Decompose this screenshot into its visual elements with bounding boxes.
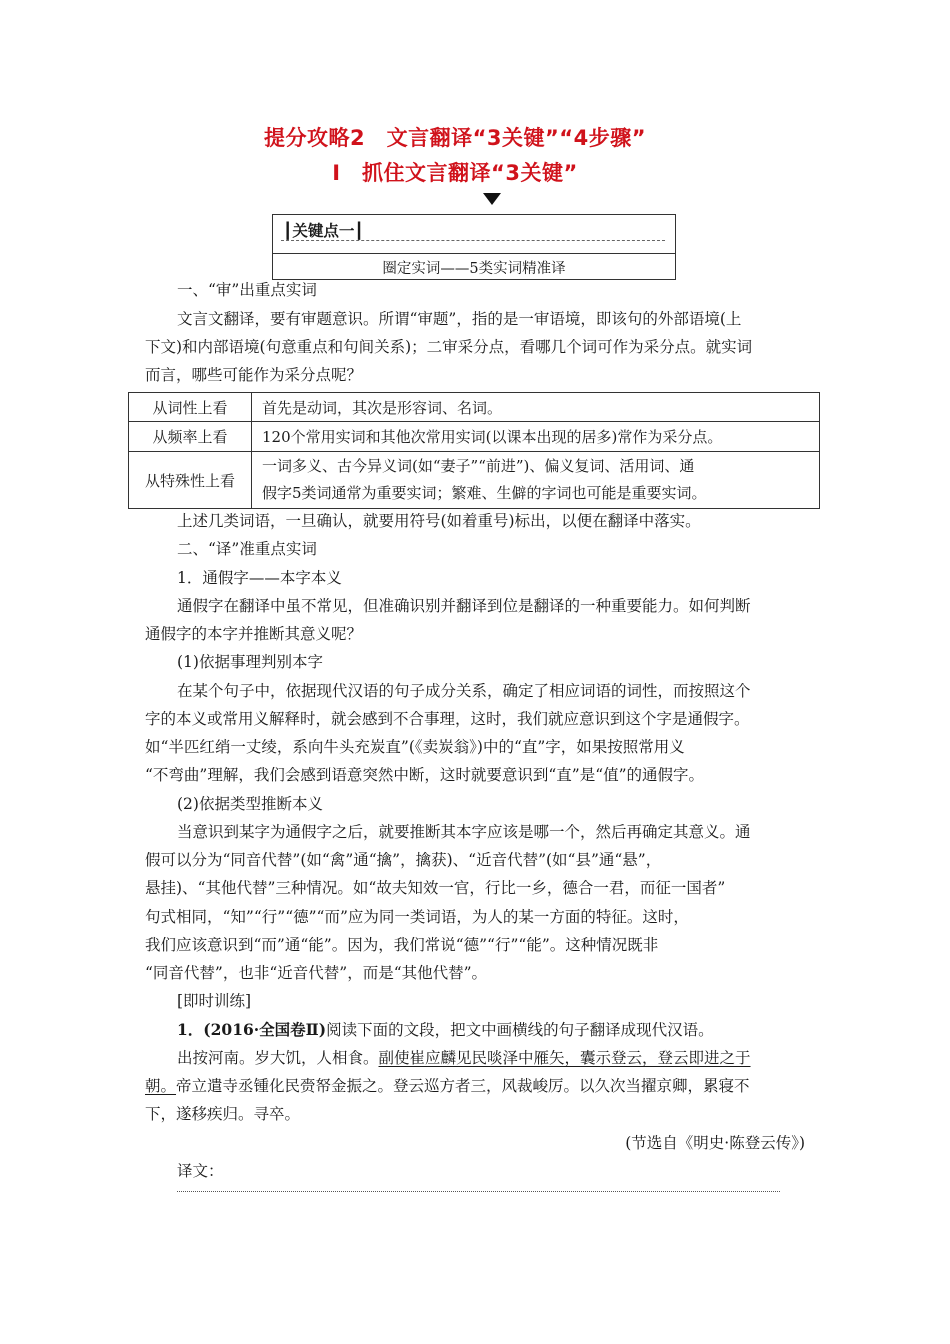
paragraph-line: 字的本义或常用义解释时，就会感到不合事理，这时，我们就应意识到这个字是通假字。	[145, 710, 750, 728]
passage-source: (节选自《明史·陈登云传》)	[625, 1134, 805, 1152]
row-header: 从频率上看	[129, 422, 252, 452]
table-cell	[252, 452, 820, 509]
answer-line[interactable]	[177, 1191, 780, 1192]
passage-text: 帝立遣寺丞锺化民赍帑金振之。登云巡方者三，风裁峻厉。以久次当擢京卿，累寝不	[176, 1077, 750, 1095]
passage-line: 下，遂移疾归。寻卒。	[145, 1105, 301, 1123]
dashed-divider	[281, 240, 665, 241]
table-row	[129, 452, 820, 509]
question-text: 阅读下面的文段，把文中画横线的句子翻译成现代汉语。	[326, 1021, 714, 1039]
cell-line: 首先是动词，其次是形容词、名词。	[262, 398, 503, 417]
paragraph-line: 在某个句子中，依据现代汉语的句子成分关系，确定了相应词语的词性，而按照这个	[177, 682, 751, 700]
paragraph-line: 假可以分为“同音代替”(如“禽”通“擒”，擒获)、“近音代替”(如“县”通“悬”，	[145, 851, 662, 869]
table-row	[129, 422, 820, 452]
passage-line	[145, 1072, 810, 1100]
divider	[273, 253, 675, 254]
passage-line	[177, 1044, 842, 1072]
paragraph-line: 文言文翻译，要有审题意识。所谓“审题”，指的是一审语境，即该句的外部语境(上	[177, 310, 742, 328]
paragraph-line: 我们应该意识到“而”通“能”。因为，我们常说“德”“行”“能”。这种情况既非	[145, 936, 659, 954]
paragraph-line: 悬挂)、“其他代替”三种情况。如“故夫知效一官，行比一乡，德合一君，而征一国者”	[145, 879, 726, 897]
point-title: (2)依据类型推断本义	[177, 795, 323, 813]
paragraph-line: 如“半匹红绡一丈绫，系向牛头充炭直”(《卖炭翁》)中的“直”字，如果按照常用义	[145, 738, 685, 756]
page-title: 提分攻略2 文言翻译“3关键”“4步骤”	[263, 126, 647, 150]
section-heading: 二、“译”准重点实词	[177, 540, 317, 558]
question-1	[177, 1016, 842, 1044]
question-source: 1．(2016·全国卷Ⅱ)	[177, 1020, 327, 1039]
table-cell	[252, 393, 820, 422]
key-point-box	[272, 214, 676, 280]
paragraph-line: 而言，哪些可能作为采分点呢？	[145, 366, 363, 384]
paragraph-line: “同音代替”，也非“近音代替”，而是“其他代替”。	[145, 964, 488, 982]
paragraph-line: 上述几类词语，一旦确认，就要用符号(如着重号)标出，以便在翻译中落实。	[177, 512, 701, 530]
cell-line: 一词多义、古今异义词(如“妻子”“前进”)、偏义复词、活用词、通	[262, 457, 695, 475]
key-point-label: ┃关键点一┃	[283, 222, 364, 240]
paragraph-line: “不弯曲”理解，我们会感到语意突然中断，这时就要意识到“直”是“值”的通假字。	[145, 766, 705, 784]
down-triangle-icon	[483, 193, 501, 205]
paragraph-line: 句式相同，“知”“行”“德”“而”应为同一类词语，为人的某一方面的特征。这时，	[145, 908, 689, 926]
paragraph-line: 下文)和内部语境(句意重点和句间关系)；二审采分点，看哪几个词可作为采分点。就实词	[145, 338, 753, 356]
row-header: 从词性上看	[129, 393, 252, 422]
point-title: (1)依据事理判别本字	[177, 653, 323, 671]
paragraph-line: 当意识到某字为通假字之后，就要推断其本字应该是哪一个，然后再确定其意义。通	[177, 823, 751, 841]
row-header: 从特殊性上看	[129, 452, 252, 509]
section-heading: 一、“审”出重点实词	[177, 281, 317, 299]
table-row	[129, 393, 820, 422]
subheading: 1．通假字——本字本义	[177, 569, 342, 587]
underlined-sentence: 副使崔应麟见民啖泽中雁矢，囊示登云，登云即进之于	[378, 1049, 751, 1067]
paragraph-line: 通假字的本字并推断其意义呢？	[145, 625, 363, 643]
table-cell	[252, 422, 820, 452]
practice-label: [即时训练]	[177, 992, 252, 1010]
passage-text: 出按河南。岁大饥，人相食。	[177, 1049, 379, 1067]
answer-label: 译文：	[177, 1162, 224, 1180]
classification-table	[128, 392, 820, 509]
paragraph-line: 通假字在翻译中虽不常见，但准确识别并翻译到位是翻译的一种重要能力。如何判断	[177, 597, 751, 615]
underlined-sentence: 朝。	[145, 1077, 177, 1095]
cell-line: 假字5类词通常为重要实词；繁难、生僻的字词也可能是重要实词。	[262, 484, 707, 502]
page-subtitle: Ⅰ 抓住文言翻译“3关键”	[332, 161, 578, 185]
key-point-subtitle: 圈定实词——5类实词精准译	[382, 261, 566, 277]
cell-line: 120个常用实词和其他次常用实词(以课本出现的居多)常作为采分点。	[262, 428, 723, 446]
